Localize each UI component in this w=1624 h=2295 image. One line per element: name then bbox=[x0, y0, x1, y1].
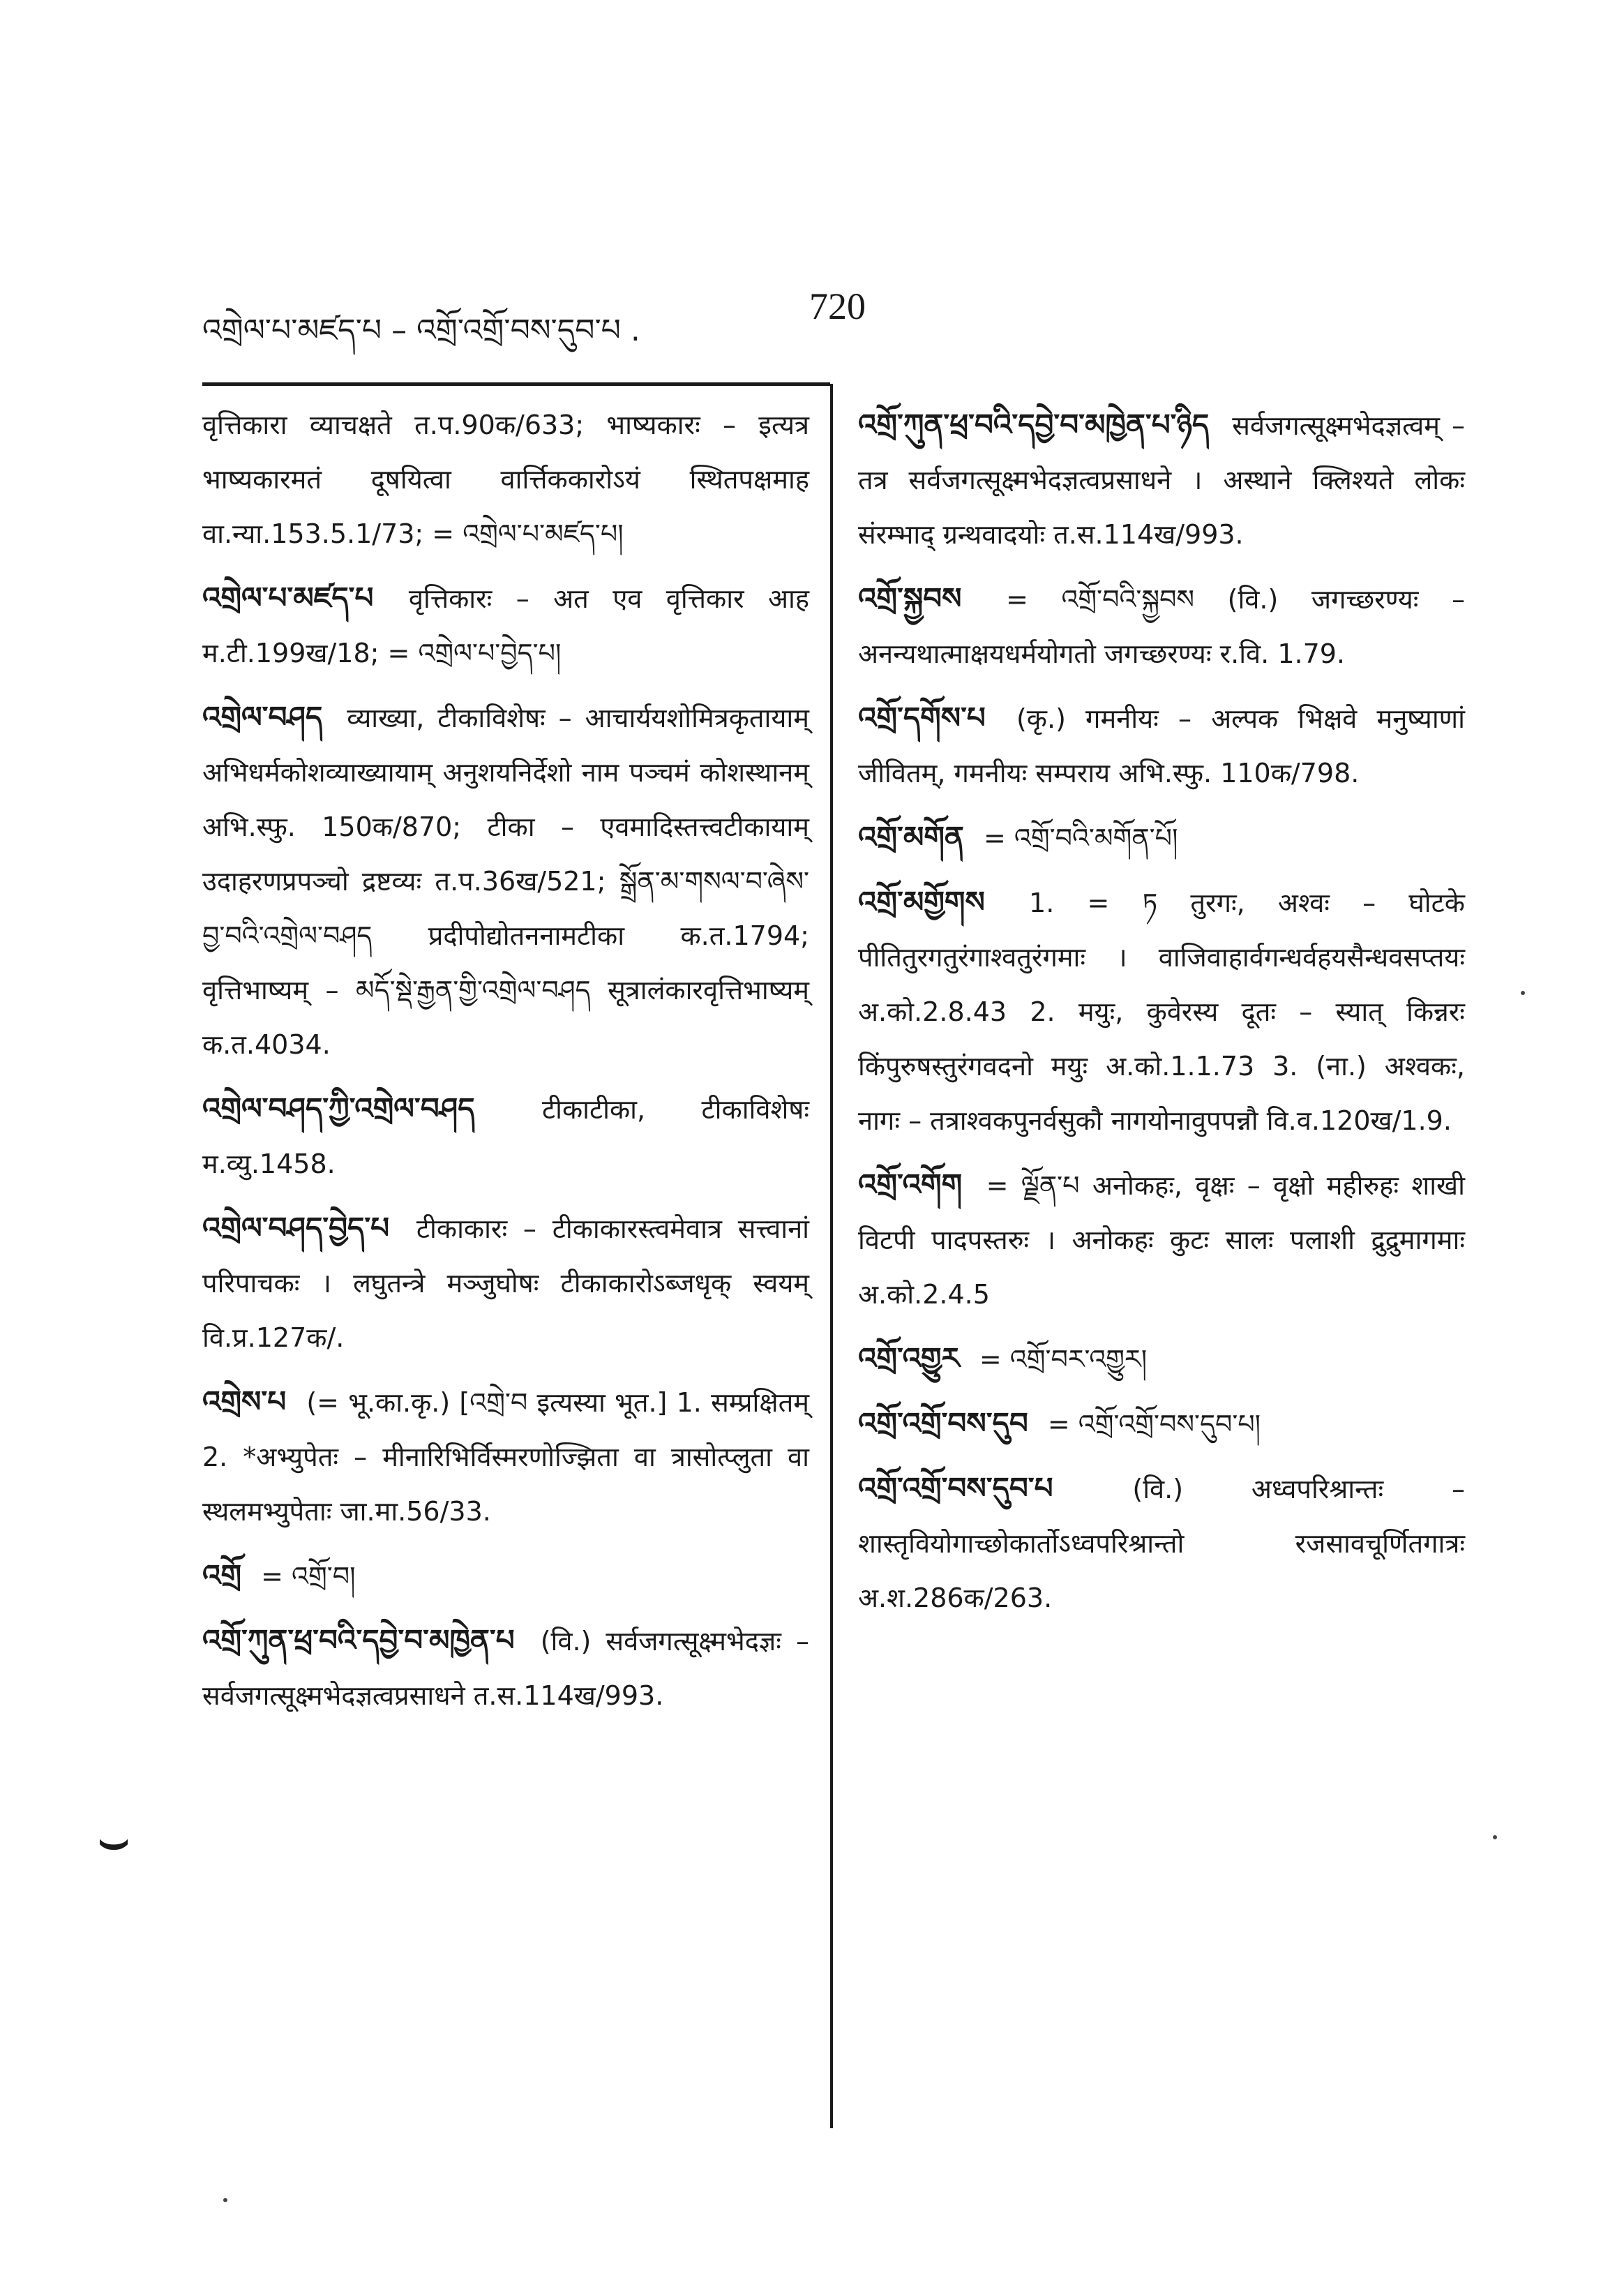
headword: འགྲོ་མགྱོགས bbox=[858, 885, 985, 919]
headword: འགྲོ་མགོན bbox=[858, 820, 964, 854]
dictionary-entry bbox=[858, 398, 1465, 562]
page-number: 720 bbox=[809, 285, 866, 327]
headword: འགྲེལ་པ་མཛད་པ bbox=[202, 581, 374, 615]
headword: འགྲོ་དགོས་པ bbox=[858, 701, 986, 735]
dictionary-entry bbox=[858, 571, 1465, 681]
headword: འགྲོ་འགོག bbox=[858, 1167, 963, 1202]
headword: འགྲོ bbox=[202, 1558, 242, 1592]
entry-text: टीकाकारः – टीकाकारस्त्वमेवात्र सत्त्वानां परिपाचकः । लघुतन्त्रे मञ्जुघोषः टीकाकारोऽब्जधृक् स्वयम् वि.प्र.127क/. bbox=[202, 1213, 809, 1353]
headword: འགྲོ་སྐྱབས bbox=[858, 581, 962, 615]
entry-text: सर्वजगत्सूक्ष्मभेदज्ञत्वम् – तत्र सर्वजगत्सूक्ष्मभेदज्ञत्वप्रसाधने । अस्थाने क्लिश्यते लोकः संरम्भाद् ग्रन्थवादयोः त.स.114ख/993. bbox=[858, 410, 1465, 550]
entry-text: = ལྗོན་པ अनोकहः, वृक्षः – वृक्षो महीरुहः शाखी विटपी पादपस्तरुः । अनोकहः कुटः सालः पलाशी द्रुद्रुमागमाः अ.को.2.4.5 bbox=[858, 1170, 1465, 1310]
entry-text: = འགྲོ་བའི་སྐྱབས (वि.) जगच्छरण्यः – अनन्यथात्माक्षयधर्मयोगतो जगच्छरण्यः र.वि. 1.79. bbox=[858, 584, 1465, 669]
entry-text: = འགྲོ་བ། bbox=[261, 1561, 356, 1592]
headword: འགྲོ་འགྲོ་བས་དུབ་པ bbox=[858, 1471, 1053, 1505]
dictionary-entry bbox=[202, 1375, 809, 1539]
column-divider bbox=[830, 384, 833, 2128]
entry-text: 1. = ཏ तुरगः, अश्वः – घोटके पीतितुरगतुरंगाश्वतुरंगमाः । वाजिवाहार्वगन्धर्वहयसैन्धवसप्तयः अ.को.2.8.43 2. मयुः, कुवेरस्य दूतः – स्यात् किन्नरः किंपुरुषस्तुरंगवदनो मयुः अ.को.1.1.73 3. (ना.) अश्वकः, नागः – तत्राश्वकपुनर्वसुकौ नागयोनावुपपन्नौ वि.व.120ख/1.9. bbox=[858, 888, 1465, 1136]
headword: འགྲེས་པ bbox=[202, 1384, 287, 1419]
running-head: འགྲེལ་པ་མཛད་པ – འགྲོ་འགྲོ་བས་དུབ་པ . bbox=[202, 313, 640, 348]
entry-text: (= भू.का.कृ.) [འགྲེ་བ इत्यस्या भूत.] 1. सम्प्रक्षितम् 2. *अभ्युपेतः – मीनारिभिर्विस्मरणोज्झिता वा त्रासोत्प्लुता वा स्थलमभ्युपेताः जा.मा.56/33. bbox=[202, 1387, 809, 1527]
headword: འགྲོ་འགྲོ་བས་དུབ bbox=[858, 1406, 1028, 1440]
dictionary-entry bbox=[202, 690, 809, 1072]
entry-text: = འགྲོ་འགྲོ་བས་དུབ་པ། bbox=[1047, 1409, 1261, 1440]
entry-text: (वि.) अध्वपरिश्रान्तः – शास्तृवियोगाच्छोकार्तोऽध्वपरिश्रान्तो रजसावचूर्णितगात्रः अ.श.286क/263. bbox=[858, 1474, 1465, 1613]
header-rule bbox=[202, 382, 830, 386]
dictionary-entry bbox=[202, 398, 809, 561]
entry-text: वृत्तिकारा व्याचक्षते त.प.90क/633; भाष्यकारः – इत्यत्र भाष्यकारमतं दूषयित्वा वार्त्तिककारोऽयं स्थितपक्षमाह वा.न्या.153.5.1/73; = འགྲེལ་པ་མཛད་པ། bbox=[202, 410, 809, 549]
headword: འགྲེལ་བཤད་ཀྱི་འགྲེལ་བཤད bbox=[202, 1091, 475, 1126]
dictionary-entry bbox=[202, 1548, 809, 1603]
right-column bbox=[858, 398, 1465, 1635]
left-column bbox=[202, 398, 809, 1733]
page-header bbox=[202, 279, 1493, 363]
dictionary-entry bbox=[202, 571, 809, 680]
headword: འགྲེལ་བཤད bbox=[202, 700, 323, 734]
dictionary-entry bbox=[202, 1082, 809, 1191]
entry-text: व्याख्या, टीकाविशेषः – आचार्ययशोमित्रकृतायाम् अभिधर्मकोशव्याख्यायाम् अनुशयनिर्देशो नाम पञ्चमं कोशस्थानम् अभि.स्फु. 150क/870; टीका – एवमादिस्तत्त्वटीकायाम् उदाहरणप्रपञ्चो द्रष्टव्यः त.प.36ख/521; སྒྲོན་མ་གསལ་བ་ཞེས་བྱ་བའི་འགྲེལ་བཤད प्रदीपोद्योतननामटीका क.त.1794; वृत्तिभाष्यम् – མདོ་སྡེ་རྒྱན་གྱི་འགྲེལ་བཤད सूत्रालंकारवृत्तिभाष्यम् क.त.4034. bbox=[202, 703, 809, 1060]
entry-text: = འགྲོ་བའི་མགོན་པོ། bbox=[984, 823, 1178, 853]
entry-text: (कृ.) गमनीयः – अल्पक भिक्षवे मनुष्याणां जीवितम्, गमनीयः सम्पराय अभि.स्फु. 110क/798. bbox=[858, 703, 1465, 788]
dictionary-entry bbox=[858, 810, 1465, 865]
dictionary-entry bbox=[858, 875, 1465, 1148]
scan-speck bbox=[223, 2198, 227, 2202]
dictionary-entry bbox=[202, 1201, 809, 1365]
scan-speck bbox=[1493, 1835, 1497, 1839]
dictionary-entry bbox=[858, 691, 1465, 800]
headword: འགྲོ་འགྱུར bbox=[858, 1341, 960, 1375]
headword: འགྲོ་ཀུན་ཕྲ་བའི་དབྱེ་བ་མཁྱེན་པ bbox=[202, 1623, 515, 1657]
dictionary-entry bbox=[202, 1613, 809, 1723]
entry-text: = འགྲོ་བར་འགྱུར། bbox=[979, 1344, 1148, 1375]
dictionary-entry bbox=[858, 1461, 1465, 1625]
headword: འགྲེལ་བཤད་བྱེད་པ bbox=[202, 1211, 390, 1245]
dictionary-entry bbox=[858, 1396, 1465, 1451]
entry-text: टीकाटीका, टीकाविशेषः म.व्यु.1458. bbox=[202, 1094, 809, 1179]
entry-text: वृत्तिकारः – अत एव वृत्तिकार आह म.टी.199ख/18; = འགྲེལ་པ་བྱེད་པ། bbox=[202, 583, 809, 668]
scan-speck bbox=[1521, 991, 1525, 995]
dictionary-entry bbox=[858, 1331, 1465, 1386]
margin-mark: ⌣ bbox=[98, 1811, 130, 1869]
dictionary-entry bbox=[858, 1158, 1465, 1322]
headword: འགྲོ་ཀུན་ཕྲ་བའི་དབྱེ་བ་མཁྱེན་པ་ཉིད bbox=[858, 408, 1210, 442]
entry-text: (वि.) सर्वजगत्सूक्ष्मभेदज्ञः – सर्वजगत्सूक्ष्मभेदज्ञत्वप्रसाधने त.स.114ख/993. bbox=[202, 1626, 809, 1711]
